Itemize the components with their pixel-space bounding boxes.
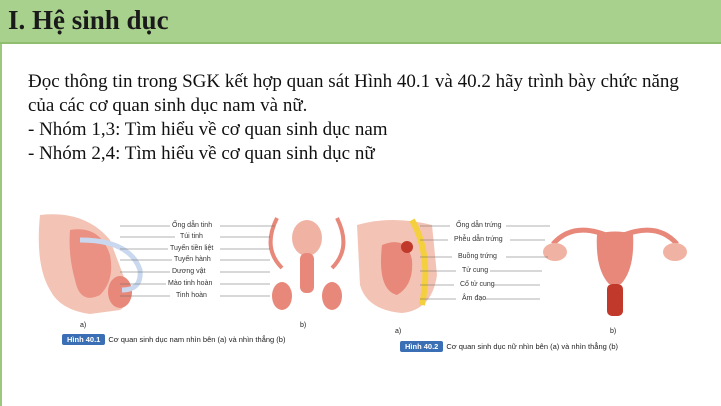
female-label-infundibulum: Phễu dẫn trứng	[454, 236, 503, 243]
male-front-penis	[300, 253, 314, 293]
female-label-uterus: Tử cung	[462, 267, 489, 274]
female-label-oviduct: Ống dẫn trứng	[456, 222, 502, 229]
slide-body	[28, 70, 708, 166]
instruction-paragraph: Đọc thông tin trong SGK kết hợp quan sát Hình 40.1 và 40.2 hãy trình bày chức năng của các cơ quan sinh dục nam và nữ.	[28, 71, 679, 116]
male-label-prostate: Tuyến tiền liệt	[170, 245, 214, 252]
female-label-vagina: Âm đạo	[462, 295, 487, 302]
female-sub-b: b)	[610, 328, 617, 335]
male-label-penis: Dương vật	[172, 268, 206, 275]
male-front-testis-right	[322, 282, 342, 310]
group-female-task: - Nhóm 2,4: Tìm hiểu về cơ quan sinh dục nữ	[28, 143, 375, 164]
female-front-ovary-right	[663, 243, 687, 261]
slide-title: I. Hệ sinh dục	[8, 5, 169, 35]
female-label-ovary: Buồng trứng	[458, 253, 497, 260]
female-side-ovary	[401, 241, 413, 253]
female-sub-a: a)	[395, 328, 402, 335]
female-caption	[400, 341, 618, 352]
female-caption-text: Cơ quan sinh dục nữ nhìn bên (a) và nhìn thẳng (b)	[446, 342, 619, 351]
male-label-bulbourethral: Tuyến hành	[174, 256, 211, 263]
male-label-seminal-vesicle: Túi tinh	[180, 233, 203, 240]
male-label-vas-deferens: Ống dẫn tinh	[172, 222, 213, 229]
male-sub-a: a)	[80, 322, 87, 329]
male-figure-badge: Hình 40.1	[62, 334, 105, 345]
female-front-vagina	[607, 284, 623, 316]
female-figure-badge: Hình 40.2	[400, 341, 443, 352]
male-label-epididymis: Mào tinh hoàn	[168, 280, 213, 287]
male-sub-b: b)	[300, 322, 307, 329]
male-label-testis: Tinh hoàn	[176, 292, 207, 299]
male-caption	[62, 334, 285, 345]
left-edge-line	[0, 44, 2, 406]
male-front-bladder	[292, 220, 322, 256]
female-front-uterus	[597, 232, 634, 285]
male-caption-text: Cơ quan sinh dục nam nhìn bên (a) và nhìn thẳng (b)	[108, 335, 286, 344]
title-bar	[0, 0, 721, 44]
group-male-task: - Nhóm 1,3: Tìm hiểu về cơ quan sinh dục nam	[28, 119, 388, 140]
female-label-cervix: Cổ tử cung	[460, 281, 495, 288]
